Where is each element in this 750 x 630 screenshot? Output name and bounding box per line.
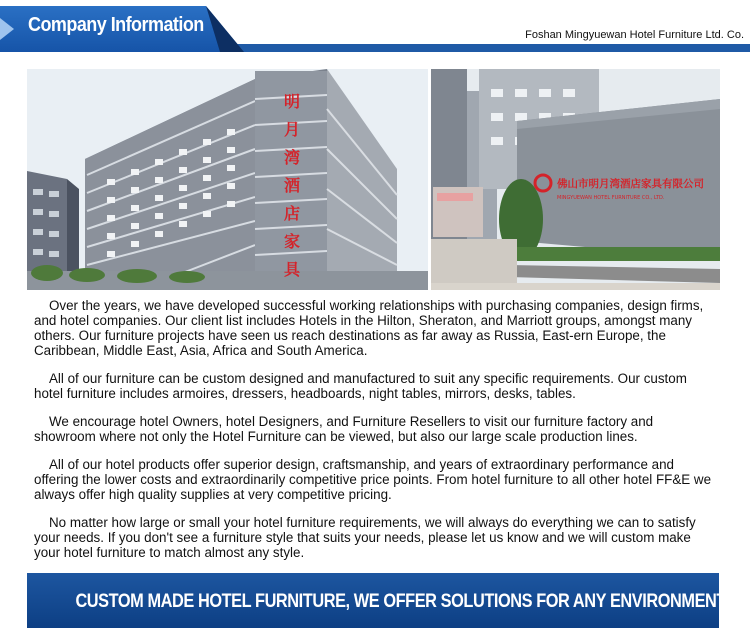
company-description xyxy=(34,298,714,573)
section-title: Company Information xyxy=(28,14,204,36)
header-arrow-icon xyxy=(0,18,14,40)
entrance-sign-cn: 佛山市明月湾酒店家具有限公司 xyxy=(557,178,704,190)
paragraph-quality-pricing: All of our hotel products offer superior design, craftsmanship, and years of extraordinary performance and offering the lower costs and extraordinarily competitive price points. From hotel furniture to all other hotel FF&E we always offer high quality supplies at very competitive pricing. xyxy=(34,457,712,502)
slogan-text: CUSTOM MADE HOTEL FURNITURE, WE OFFER SOLUTIONS FOR ANY ENVIRONMENT. xyxy=(75,591,729,612)
building-sign-text: 明月湾酒店家具 xyxy=(281,93,301,289)
paragraph-custom-design: All of our furniture can be custom designed and manufactured to suit any specific requirements. Our custom hotel furniture includes armoires, dressers, headboards, night tables, mirrors, desks, tables. xyxy=(34,371,687,401)
company-name: Foshan Mingyuewan Hotel Furniture Ltd. Co. xyxy=(525,29,744,41)
entrance-sign-en: MINGYUEWAN HOTEL FURNITURE CO., LTD. xyxy=(557,195,665,201)
paragraph-custom-requests: No matter how large or small your hotel furniture requirements, we will always do everything we can to satisfy your needs. If you don't see a furniture style that suits your needs, please let us know and we will custom make your hotel furniture to match almost any style. xyxy=(34,515,696,560)
paragraph-visit-factory: We encourage hotel Owners, hotel Designers, and Furniture Resellers to visit our furniture factory and showroom where not only the Hotel Furniture can be viewed, but also our large scale production lines. xyxy=(34,414,654,444)
factory-building-photo xyxy=(27,69,428,290)
paragraph-clients: Over the years, we have developed successful working relationships with purchasing companies, design firms, and hotel companies. Our client list includes Hotels in the Hilton, Sheraton, and Marriott groups, amongst many others. Our furniture projects have seen us reach destinations as far away as Russia, East-ern Europe, the Caribbean, Middle East, Asia, Africa and South America. xyxy=(34,298,704,358)
factory-entrance-photo xyxy=(431,69,720,290)
slogan-banner xyxy=(27,573,729,628)
section-header xyxy=(0,0,750,56)
